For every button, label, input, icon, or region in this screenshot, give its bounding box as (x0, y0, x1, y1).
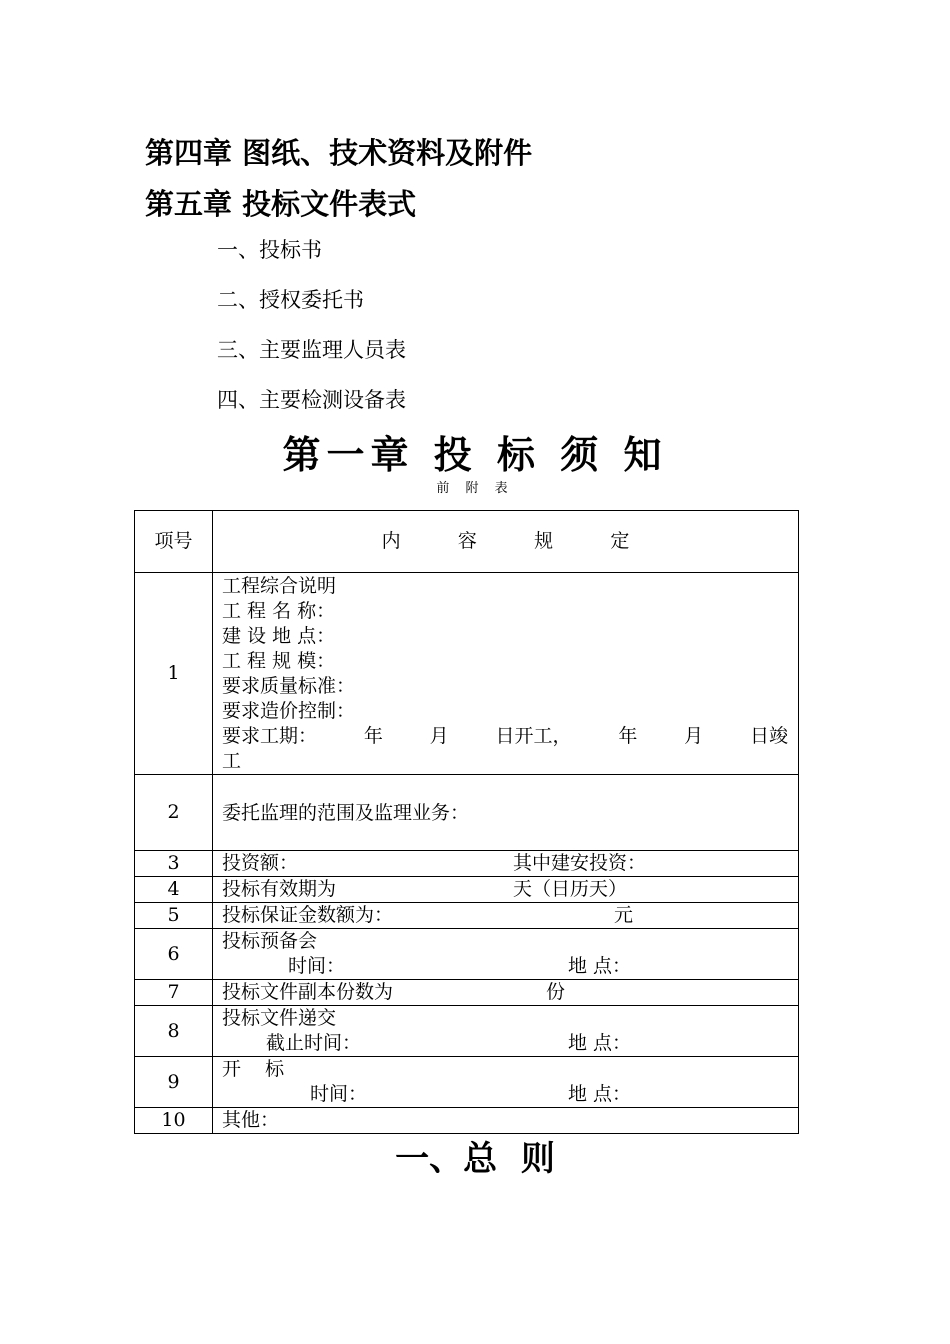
bond-label: 投标保证金数额为： (222, 904, 394, 926)
table-row (135, 980, 799, 1006)
row-number: 10 (135, 1108, 213, 1134)
row-number: 3 (135, 851, 213, 877)
header-item-number: 项号 (135, 511, 213, 573)
bid-bond (213, 903, 799, 929)
header-content (213, 511, 799, 573)
copies-unit: 份 (546, 981, 566, 1003)
table-row (135, 851, 799, 877)
copies-label: 投标文件副本份数为 (222, 981, 394, 1003)
period-year: 年 (618, 725, 638, 747)
header-char: 内 (381, 530, 401, 552)
table-row (135, 1006, 799, 1057)
toc-item-bid-letter: 一、投标书 (217, 238, 322, 262)
front-attached-table (134, 510, 799, 1134)
overview-line: 建 设 地 点： (222, 625, 336, 647)
table-row (135, 1057, 799, 1108)
construction-investment-label: 其中建安投资： (513, 852, 647, 874)
opening-place-label: 地 点： (568, 1083, 632, 1105)
bid-validity (213, 877, 799, 903)
period-start: 日开工， (495, 725, 572, 747)
section-general-title: 一、总 则 (395, 1139, 555, 1179)
period-tail: 工 (222, 750, 242, 772)
header-char: 规 (534, 530, 554, 552)
front-table-caption: 前 附 表 (436, 481, 514, 496)
other: 其他： (213, 1108, 799, 1134)
row-number: 1 (135, 573, 213, 775)
table-row (135, 1108, 799, 1134)
table-header-row (135, 511, 799, 573)
submission-place-label: 地 点： (568, 1032, 632, 1054)
row-number: 9 (135, 1057, 213, 1108)
row-number: 2 (135, 775, 213, 851)
investment (213, 851, 799, 877)
supervision-scope: 委托监理的范围及监理业务： (213, 775, 799, 851)
chapter-1-title: 第一章 投 标 须 知 (282, 433, 668, 477)
bid-submission (213, 1006, 799, 1057)
investment-label: 投资额： (222, 852, 299, 874)
table-row (135, 877, 799, 903)
row-number: 7 (135, 980, 213, 1006)
meeting-heading: 投标预备会 (222, 930, 318, 952)
validity-label: 投标有效期为 (222, 878, 337, 900)
toc-item-equipment: 四、主要检测设备表 (217, 388, 406, 412)
table-row (135, 929, 799, 980)
bond-unit: 元 (614, 904, 634, 926)
toc-item-personnel: 三、主要监理人员表 (217, 338, 406, 362)
validity-unit: 天（日历天） (513, 878, 628, 900)
copies (213, 980, 799, 1006)
overview-line: 工程综合说明 (222, 575, 337, 597)
period-end: 日竣 (749, 725, 788, 747)
row-number: 6 (135, 929, 213, 980)
overview-line: 要求造价控制： (222, 700, 356, 722)
toc-item-authorization: 二、授权委托书 (217, 288, 364, 312)
opening-time-label: 时间： (310, 1083, 368, 1105)
table-row (135, 573, 799, 775)
row-number: 5 (135, 903, 213, 929)
meeting-place-label: 地 点： (568, 955, 632, 977)
row-number: 8 (135, 1006, 213, 1057)
period-month: 月 (684, 725, 704, 747)
deadline-label: 截止时间： (266, 1032, 362, 1054)
overview-line: 工 程 名 称： (222, 600, 336, 622)
opening-heading: 开 标 (222, 1058, 285, 1080)
project-overview (213, 573, 799, 775)
period-label: 要求工期： (222, 725, 318, 747)
meeting-time-label: 时间： (288, 955, 346, 977)
header-char: 定 (610, 530, 630, 552)
table-row (135, 903, 799, 929)
overview-line: 要求质量标准： (222, 675, 356, 697)
submission-heading: 投标文件递交 (222, 1007, 337, 1029)
row-number: 4 (135, 877, 213, 903)
bid-opening (213, 1057, 799, 1108)
chapter-4-heading: 第四章 图纸、技术资料及附件 (145, 136, 533, 170)
period-month: 月 (429, 725, 449, 747)
table-row (135, 775, 799, 851)
chapter-5-heading: 第五章 投标文件表式 (145, 187, 417, 221)
header-char: 容 (457, 530, 477, 552)
overview-line: 工 程 规 模： (222, 650, 336, 672)
construction-period (222, 724, 788, 749)
period-year: 年 (363, 725, 383, 747)
pre-bid-meeting (213, 929, 799, 980)
